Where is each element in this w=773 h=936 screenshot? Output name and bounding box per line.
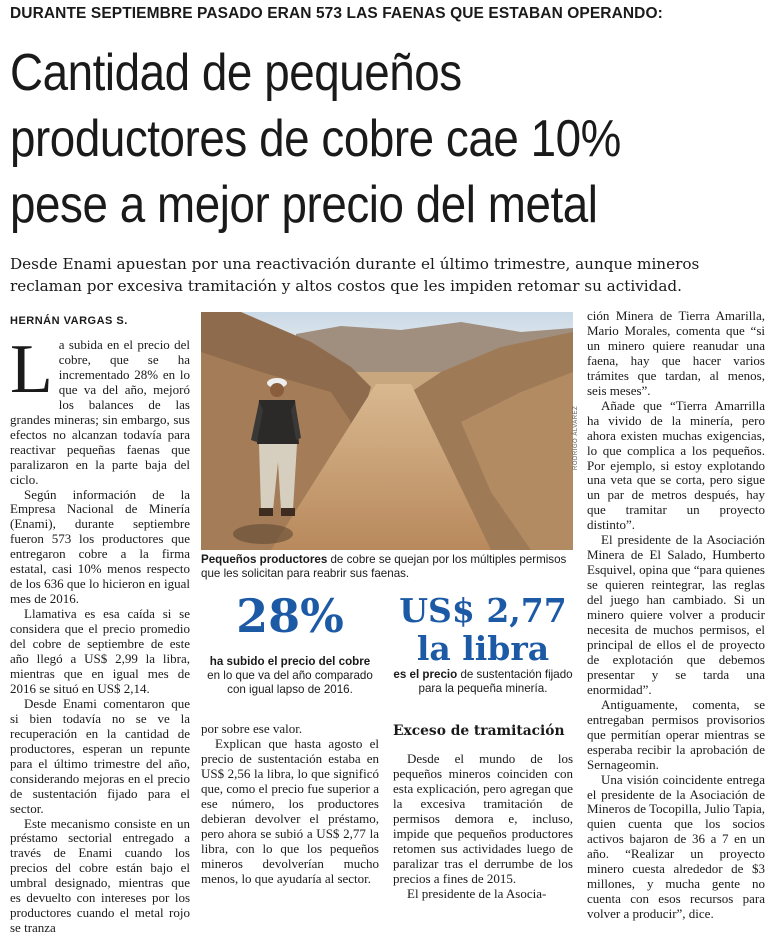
paragraph-8: Desde el mundo de los pequeños mineros coinciden con esta explicación, pero agregan que la excesiva tramitación de permisos demora e, incluso, impide que pequeños productores retomen sus actividades luego de paralizar tras el derrumbe de los precios a fines de 2015. [393,752,573,887]
photo-caption [201,553,573,581]
paragraph-6: por sobre ese valor. [201,722,379,737]
paragraph-12: El presidente de la Asociación Minera de El Salado, Humberto Esquivel, opina que “para quienes se quieren reintegrar, las reglas del juego han cambiado. Si un minero quiere volver a producir necesita de muchos permisos, el principal de ellos el de proyecto de explotación que debemos presentar y se tarda una enormidad”. [587,533,765,697]
stat-price [393,592,573,668]
deck: Desde Enami apuestan por una reactivación durante el último trimestre, aunque mineros reclaman por excesiva tramitación y altos costos que les impiden retomar su actividad. [10,253,765,297]
stat-price-description [393,668,573,696]
paragraph-13: Antiguamente, comenta, se entregaban permisos provisorios que permitían operar mientras se esperaba recibir la aprobación de Sernageomin. [587,698,765,773]
kicker: DURANTE SEPTIEMBRE PASADO ERAN 573 LAS FAENAS QUE ESTABAN OPERANDO: [10,5,765,23]
stat-percent-desc-text: en lo que va del año comparado con igual lapso de 2016. [207,669,373,696]
headline-line-3: pese a mejor precio del metal [10,172,679,238]
paragraph-1-text: a subida en el precio del cobre, que se ha incrementado 28% en lo que va del año, mejoró los balances de las grandes mineras; sin embargo, sus efectos no alcanzan todavía para reactivar pequeñas faenas que paralizaron en la parte baja del ciclo. [10,337,190,487]
article-column-3 [393,752,573,902]
article-column-1 [10,338,190,936]
paragraph-4: Desde Enami comentaron que si bien todavía no se ve la recuperación en la cantidad de productores, esperan un repunte para el último trimestre del año, considerando mejoras en el precio de sustentación fijado para el sector. [10,697,190,817]
article-column-4 [587,309,765,922]
article-column-2 [201,722,379,886]
paragraph-14: Una visión coincidente entrega el presidente de la Asociación de Mineros de Tocopilla, Julio Tapia, quien cuenta que los socios activos bajaron de 36 a 7 en un año. “Realizar un proyecto minero cuesta alrededor de $3 millones, y mucha gente no cuenta con esos recursos para volver a producir”, dice. [587,773,765,923]
paragraph-5: Este mecanismo consiste en un préstamo sectorial entregado a través de Enami cuando los precios del cobre están bajo el umbral designado, mientras que es devuelto con intereses por los productores cuando el metal rojo se tranza [10,817,190,936]
stat-percent: 28% [201,590,379,642]
headline [10,40,679,238]
paragraph-7: Explican que hasta agosto el precio de sustentación estaba en US$ 2,56 la libra, lo que significó que, como el precio fue superior a ese número, los productores debieran devolver el préstamo, pero ahora se subió a US$ 2,77 la libra, con lo que los pequeños mineros devolverían mucho menos, lo que ayudaría al sector. [201,737,379,887]
headline-line-2: productores de cobre cae 10% [10,106,679,172]
photo-credit: RODRIGO ÁLVAREZ [573,406,579,470]
stat-price-desc-text: de sustentación fijado para la pequeña minería. [419,668,573,695]
paragraph-9: El presidente de la Asocia- [393,887,573,902]
paragraph-11: Añade que “Tierra Amarrilla ha vivido de la minería, pero ahora existen muchas exigencias, lo que complica a los pequeños. Por ejemplo, si estoy explotando una veta que se corta, pero sigue un par de metros después, hay que tramitar un proyecto distinto”. [587,399,765,534]
paragraph-10: ción Minera de Tierra Amarilla, Mario Morales, comenta que “si un minero quiere reanudar una faena, hay que hacer varios trámites que tardan, al menos, seis meses”. [587,309,765,399]
stat-price-line-1: US$ 2,77 [393,592,573,630]
mine-road-photo [201,312,573,550]
byline: HERNÁN VARGAS S. [10,315,128,327]
caption-bold: Pequeños productores [201,553,327,566]
stat-price-desc-bold: es el precio [393,668,457,681]
article-photo [201,312,573,550]
caption-text: de cobre se quejan por los múltiples permisos que les solicitan para reabrir sus faenas. [201,553,566,580]
drop-cap: L [10,342,53,398]
paragraph-1 [10,338,190,488]
paragraph-3: Llamativa es esa caída si se considera que el precio promedio del cobre de septiembre de este año llegó a US$ 2,99 la libra, mientras que en igual mes de 2016 se situó en US$ 2,14. [10,607,190,697]
paragraph-2: Según información de la Empresa Nacional de Minería (Enami), durante septiembre fueron 573 los productores que entregaron cobre a la firma estatal, casi 10% menos respecto de los 636 que lo hicieron en igual mes de 2016. [10,488,190,608]
subheading: Exceso de tramitación [393,723,565,739]
stat-percent-desc-bold: ha subido el precio del cobre [210,655,370,668]
stat-price-line-2: la libra [393,630,573,668]
headline-line-1: Cantidad de pequeños [10,40,679,106]
stat-percent-description [201,655,379,697]
